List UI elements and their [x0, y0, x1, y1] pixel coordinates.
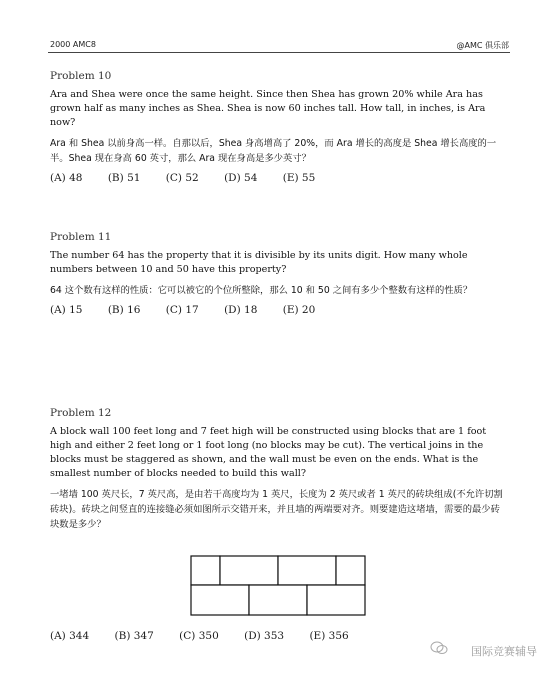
problem-title: Problem 10 — [50, 70, 112, 82]
problem-chinese: 64 这个数有这样的性质：它可以被它的个位所整除，那么 10 和 50 之间有多少个整数有这样的性质？ — [50, 285, 473, 296]
wechat-icon — [430, 641, 448, 655]
wall-block — [191, 556, 220, 585]
problem-chinese: Ara 和 Shea 以前身高一样。自那以后，Shea 身高增高了 20%，而 Ara 增长的高度是 Shea 增长高度的一半。Shea 现在身高 60 英寸，那么 Ara 现在身高是多少英寸？ — [50, 138, 497, 164]
wall-block — [249, 585, 307, 615]
choice-e: (E) 55 — [282, 172, 316, 184]
problem-english: A block wall 100 feet long and 7 feet high will be constructed using blocks that are 1 foot high and either 2 feet long or 1 foot long (no blocks may be cut). The vertical joins in the blocks must be staggered as shown, and the wall must be even on the ends. What is the smallest number of blocks needed to build this wall? — [50, 426, 487, 479]
choice-c: (C) 350 — [179, 630, 219, 642]
header-right: @AMC 俱乐部 — [456, 41, 509, 50]
wall-block — [220, 556, 278, 585]
choice-e: (E) 20 — [282, 304, 316, 316]
watermark-text: 国际竞赛辅导 — [471, 645, 537, 658]
problem-english: Ara and Shea were once the same height. Since then Shea has grown 20% while Ara has grown half as many inches as Shea. Shea is now 60 inches tall. How tall, in inches, is Ara now? — [50, 89, 486, 128]
choice-d: (D) 18 — [224, 304, 258, 316]
problem-chinese: 一堵墙 100 英尺长，7 英尺高，是由若干高度均为 1 英尺，长度为 2 英尺或者 1 英尺的砖块组成(不允许切割砖块)。砖块之间竖直的连接缝必须如图所示交错开来，并且墙的两端要对齐。则要建造这堵墙，需要的最少砖块数是多少？ — [50, 489, 503, 530]
choice-d: (D) 54 — [224, 172, 258, 184]
choice-b: (B) 16 — [107, 304, 141, 316]
wall-block — [307, 585, 365, 615]
problem-english: The number 64 has the property that it is divisible by its units digit. How many whole numbers between 10 and 50 have this property? — [50, 250, 468, 275]
wall-block — [336, 556, 365, 585]
choice-c: (C) 52 — [165, 172, 199, 184]
block-wall-diagram — [190, 555, 366, 617]
choice-b: (B) 51 — [107, 172, 141, 184]
problem-title: Problem 12 — [50, 407, 112, 419]
answer-choices — [50, 172, 508, 184]
choice-a: (A) 48 — [50, 172, 83, 184]
choice-d: (D) 353 — [244, 630, 285, 642]
problem-10 — [50, 70, 508, 184]
problem-11 — [50, 231, 508, 316]
choice-e: (E) 356 — [309, 630, 349, 642]
header-rule — [48, 52, 510, 53]
choice-c: (C) 17 — [165, 304, 199, 316]
problem-12 — [50, 407, 508, 532]
problem-title: Problem 11 — [50, 231, 112, 243]
choice-a: (A) 15 — [50, 304, 83, 316]
header-left: 2000 AMC8 — [50, 40, 96, 49]
problem-12-choices — [50, 624, 508, 642]
choice-b: (B) 347 — [114, 630, 154, 642]
wall-block — [191, 585, 249, 615]
answer-choices — [50, 304, 508, 316]
choice-a: (A) 344 — [50, 630, 90, 642]
wall-block — [278, 556, 336, 585]
